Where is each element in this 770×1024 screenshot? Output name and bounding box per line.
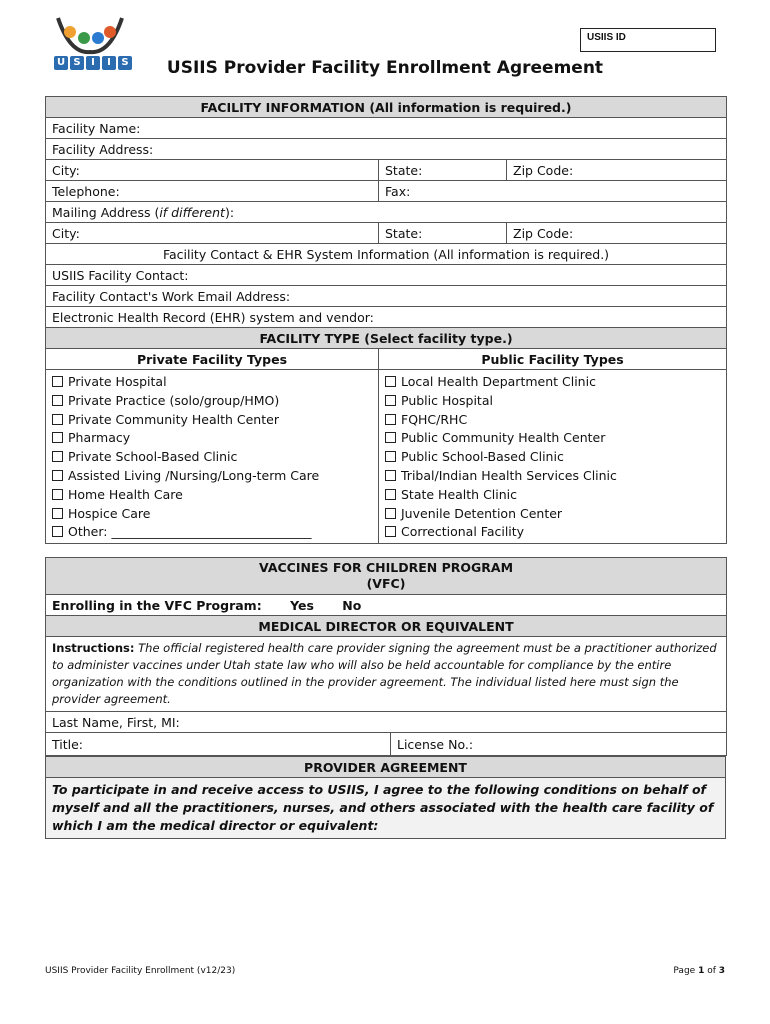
footer-page-number: Page 1 of 3 [673, 966, 725, 976]
footer-version: USIIS Provider Facility Enrollment (v12/23) [45, 966, 236, 976]
checkbox-item[interactable]: Assisted Living /Nursing/Long-term Care [52, 467, 372, 486]
zip-field[interactable]: Zip Code: [507, 160, 727, 181]
checkbox-icon[interactable] [52, 432, 63, 443]
checkbox-item[interactable]: Private Hospital [52, 373, 372, 392]
checkbox-item[interactable]: Private Practice (solo/group/HMO) [52, 392, 372, 411]
medical-director-header: MEDICAL DIRECTOR OR EQUIVALENT [46, 616, 727, 637]
vfc-header: VACCINES FOR CHILDREN PROGRAM (VFC) [46, 558, 727, 595]
vfc-yes-option[interactable]: Yes [290, 597, 314, 613]
checkbox-icon[interactable] [52, 489, 63, 500]
mailing-city-field[interactable]: City: [46, 223, 379, 244]
checkbox-icon[interactable] [385, 414, 396, 425]
checkbox-icon[interactable] [52, 470, 63, 481]
mailing-address-field[interactable]: Mailing Address (if different): [46, 202, 727, 223]
checkbox-icon[interactable] [52, 414, 63, 425]
checkbox-item[interactable]: Tribal/Indian Health Services Clinic [385, 467, 720, 486]
vfc-enrolling-row: Enrolling in the VFC Program: Yes No [46, 595, 727, 616]
checkbox-item[interactable]: Other: ________________________________ [52, 523, 372, 542]
facility-type-header: FACILITY TYPE (Select facility type.) [46, 328, 727, 349]
logo-figures-icon [50, 8, 130, 58]
checkbox-item[interactable]: Local Health Department Clinic [385, 373, 720, 392]
checkbox-icon[interactable] [385, 432, 396, 443]
telephone-field[interactable]: Telephone: [46, 181, 379, 202]
private-types-list [46, 370, 379, 544]
fax-field[interactable]: Fax: [379, 181, 727, 202]
facility-address-field[interactable]: Facility Address: [46, 139, 727, 160]
checkbox-item[interactable]: Public Community Health Center [385, 429, 720, 448]
facility-info-table [45, 96, 727, 544]
checkbox-icon[interactable] [52, 508, 63, 519]
checkbox-icon[interactable] [52, 395, 63, 406]
checkbox-item[interactable]: Public Hospital [385, 392, 720, 411]
last-name-field[interactable]: Last Name, First, MI: [46, 712, 727, 733]
ehr-system-field[interactable]: Electronic Health Record (EHR) system and vendor: [46, 307, 727, 328]
public-types-header: Public Facility Types [379, 349, 727, 370]
checkbox-icon[interactable] [52, 526, 63, 537]
checkbox-icon[interactable] [385, 489, 396, 500]
checkbox-item[interactable]: Private School-Based Clinic [52, 448, 372, 467]
private-types-header: Private Facility Types [46, 349, 379, 370]
mailing-state-field[interactable]: State: [379, 223, 507, 244]
checkbox-item[interactable]: Correctional Facility [385, 523, 720, 542]
checkbox-icon[interactable] [385, 508, 396, 519]
logo-wordmark: U S I I S [54, 56, 132, 70]
contact-ehr-header: Facility Contact & EHR System Information (All information is required.) [46, 244, 727, 265]
checkbox-icon[interactable] [385, 376, 396, 387]
city-field[interactable]: City: [46, 160, 379, 181]
checkbox-item[interactable]: Home Health Care [52, 486, 372, 505]
checkbox-item[interactable]: Juvenile Detention Center [385, 505, 720, 524]
provider-agreement-table [45, 756, 726, 839]
public-types-list [379, 370, 727, 544]
checkbox-icon[interactable] [52, 376, 63, 387]
checkbox-icon[interactable] [385, 395, 396, 406]
title-field[interactable]: Title: [46, 733, 391, 756]
facility-info-header: FACILITY INFORMATION (All information is required.) [46, 97, 727, 118]
checkbox-item[interactable]: Hospice Care [52, 505, 372, 524]
vfc-table [45, 557, 727, 756]
checkbox-item[interactable]: Pharmacy [52, 429, 372, 448]
instructions-text: Instructions: The official registered health care provider signing the agreement must be a practitioner authorized to administer vaccines under Utah state law who will also be held accountable for compliance by the entire organization with the conditions outlined in the provider agreement. The individual listed here must sign the provider agreement. [46, 637, 727, 712]
checkbox-item[interactable]: State Health Clinic [385, 486, 720, 505]
facility-contact-field[interactable]: USIIS Facility Contact: [46, 265, 727, 286]
facility-name-field[interactable]: Facility Name: [46, 118, 727, 139]
checkbox-icon[interactable] [52, 451, 63, 462]
page-title: USIIS Provider Facility Enrollment Agreement [166, 58, 604, 78]
provider-agreement-text: To participate in and receive access to USIIS, I agree to the following conditions on behalf of myself and all the practitioners, nurses, and others associated with the health care facility of which I am the medical director or equivalent: [46, 778, 726, 839]
checkbox-item[interactable]: Private Community Health Center [52, 411, 372, 430]
checkbox-item[interactable]: Public School-Based Clinic [385, 448, 720, 467]
checkbox-icon[interactable] [385, 451, 396, 462]
contact-email-field[interactable]: Facility Contact's Work Email Address: [46, 286, 727, 307]
mailing-zip-field[interactable]: Zip Code: [507, 223, 727, 244]
state-field[interactable]: State: [379, 160, 507, 181]
provider-agreement-header: PROVIDER AGREEMENT [46, 757, 726, 778]
checkbox-icon[interactable] [385, 470, 396, 481]
license-field[interactable]: License No.: [391, 733, 727, 756]
vfc-no-option[interactable]: No [342, 597, 362, 613]
checkbox-icon[interactable] [385, 526, 396, 537]
usiis-id-field[interactable]: USIIS ID [580, 28, 716, 52]
checkbox-item[interactable]: FQHC/RHC [385, 411, 720, 430]
